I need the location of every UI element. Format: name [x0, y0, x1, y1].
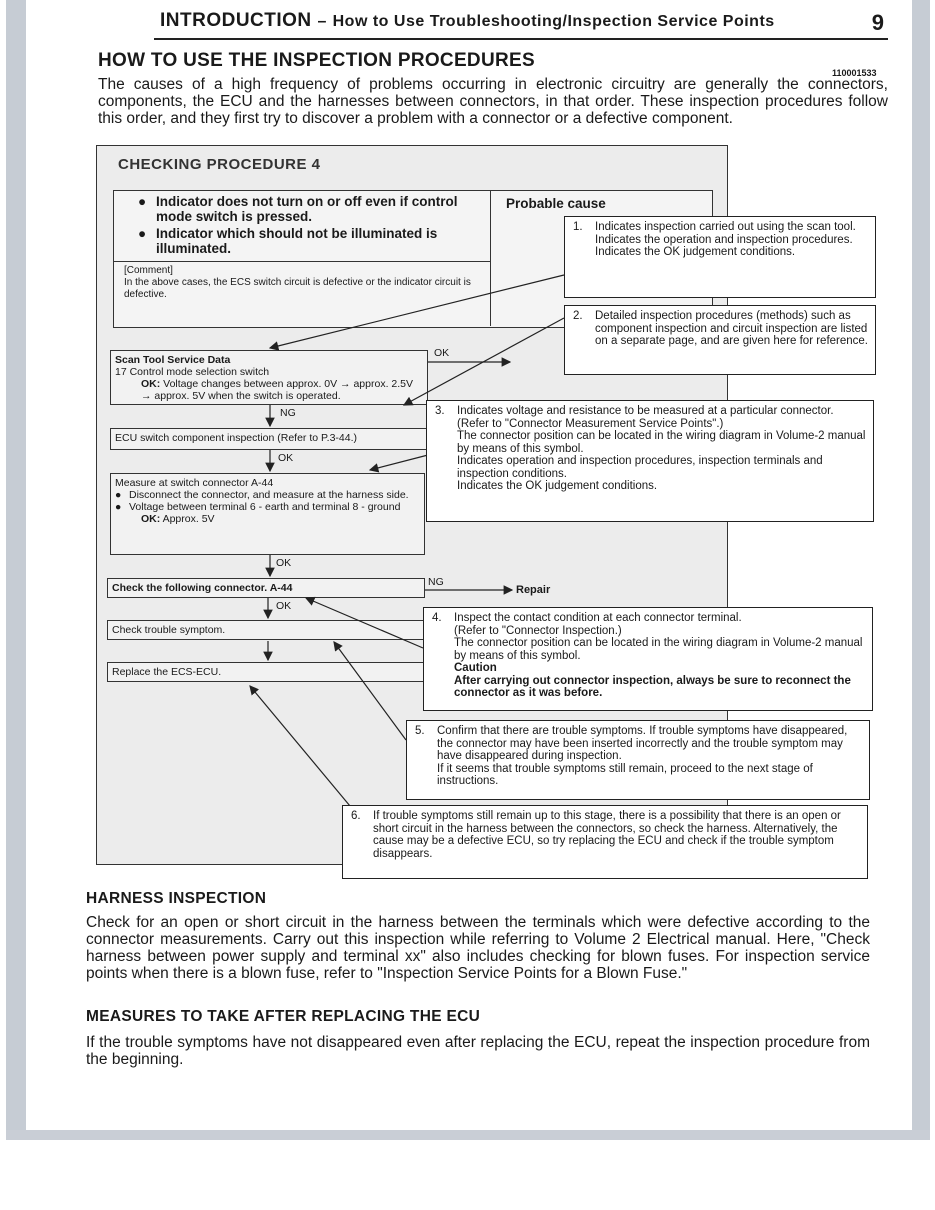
bullet-icon: ●: [138, 194, 147, 209]
callout-number: 4.: [432, 612, 442, 624]
leader-line-4: [306, 598, 423, 648]
figure-title: CHECKING PROCEDURE 4: [118, 156, 321, 173]
callout-line: Confirm that there are trouble symptoms. If trouble symptoms have disappeared, the connector may have been inserted incorrectly and the trouble symptom may have disappeared during inspection.: [437, 725, 848, 762]
callout-5: [406, 720, 870, 800]
callout-line: (Refer to "Connector Inspection.): [454, 624, 622, 637]
intro-paragraph: The causes of a high frequency of problems occurring in electronic circuitry are generally the connectors, components, the ECU and the harnesses between connectors, in that order. These inspection procedures follow this order, and they first try to discover a problem with a connector or a defective component.: [98, 76, 888, 127]
leader-line-6: [250, 686, 350, 806]
callout-line: If trouble symptoms still remain up to this stage, there is a possibility that there is an open or short circuit in the harness between the connectors, so check the harness. Alternatively, the cause may be a defective ECU, so try replacing the ECU and check if the trouble symptom disappears.: [373, 810, 841, 860]
measure-text: Disconnect the connector, and measure at the harness side.: [129, 489, 409, 501]
flow-ng-label: NG: [428, 576, 444, 588]
callout-line: The connector position can be located in the wiring diagram in Volume-2 manual by means of this symbol.: [457, 430, 866, 455]
flow-ok-label: OK: [276, 557, 292, 569]
callout-line: Indicates the operation and inspection procedures.: [595, 233, 853, 246]
leader-line-1: [270, 275, 564, 348]
callout-line: Indicates operation and inspection procedures, inspection terminals and inspection conditions.: [457, 455, 823, 480]
callout-line: Indicates the OK judgement conditions.: [595, 246, 796, 258]
callout-line: Indicates inspection carried out using the scan tool.: [595, 221, 856, 233]
page-title: HOW TO USE THE INSPECTION PROCEDURES: [98, 50, 535, 71]
callout-line: Indicates the OK judgement conditions.: [457, 480, 658, 492]
measure-text: Voltage between terminal 6 - earth and terminal 8 - ground: [129, 501, 401, 513]
bullet-icon: ●: [138, 226, 147, 241]
replace-ecu-box: Replace the ECS-ECU.: [107, 662, 425, 682]
repair-label: Repair: [516, 584, 551, 596]
measure-ok-text: Approx. 5V: [162, 513, 215, 525]
header-separator: –: [317, 13, 327, 30]
harness-heading: HARNESS INSPECTION: [86, 890, 267, 907]
harness-paragraph: Check for an open or short circuit in the harness between the terminals which were defective according to the connector measurements. Carry out this inspection while referring to Volume 2 Electrical manual. Here, "Check harness between power supply and terminal xx" also includes checking for blown fuses. For inspection service points when there is a blown fuse, refer to "Inspection Service Points for a Blown Fuse.": [86, 914, 870, 982]
callout-6: [342, 805, 868, 879]
caution-label: Caution: [454, 662, 497, 674]
symptom-text: Indicator which should not be illuminated is illuminated.: [156, 226, 438, 256]
flow-ok-label: OK: [434, 347, 450, 359]
callout-line: Detailed inspection procedures (methods) such as component inspection and circuit inspection are listed on a separate page, and are given here for reference.: [595, 310, 868, 347]
callout-1: [564, 216, 876, 298]
ok-label: OK:: [141, 378, 161, 390]
check-symptom-box: Check trouble symptom.: [107, 620, 425, 640]
bullet-icon: ●: [115, 489, 122, 501]
callout-3: [426, 400, 874, 522]
comment-label: [Comment]: [124, 265, 173, 276]
header-subtitle: How to Use Troubleshooting/Inspection Service Points: [332, 13, 775, 30]
measures-paragraph: If the trouble symptoms have not disappeared even after replacing the ECU, repeat the inspection procedure from the beginning.: [86, 1034, 870, 1068]
callout-line: If it seems that trouble symptoms still remain, proceed to the next stage of instructions.: [437, 762, 813, 787]
flow-ok-label: OK: [276, 600, 292, 612]
callout-number: 5.: [415, 725, 425, 737]
flow-ok-label: OK: [278, 452, 294, 464]
callout-line: The connector position can be located in the wiring diagram in Volume-2 manual by means of this symbol.: [454, 637, 863, 662]
leader-line-3: [370, 455, 428, 470]
check-connector-box: Check the following connector. A-44: [107, 578, 425, 598]
probable-cause-heading: Probable cause: [506, 196, 606, 211]
callout-4: [423, 607, 873, 711]
page-number: 9: [871, 10, 884, 35]
measures-heading: MEASURES TO TAKE AFTER REPLACING THE ECU: [86, 1008, 481, 1025]
callout-line: Indicates voltage and resistance to be measured at a particular connector.: [457, 405, 834, 417]
scan-tool-item: 17 Control mode selection switch: [115, 366, 270, 378]
callout-number: 6.: [351, 810, 361, 822]
ecu-switch-inspection-box: ECU switch component inspection (Refer to P.3-44.): [110, 428, 428, 450]
header-section: INTRODUCTION: [160, 10, 312, 31]
document-number: 110001533: [832, 68, 877, 78]
scan-tool-ok-text: Voltage changes between approx. 0V → approx. 2.5V → approx. 5V when the switch is operated.: [141, 378, 414, 402]
callout-number: 2.: [573, 310, 583, 322]
bullet-icon: ●: [115, 501, 122, 513]
callout-number: 3.: [435, 405, 445, 417]
callout-2: [564, 305, 876, 375]
scan-tool-title: Scan Tool Service Data: [115, 354, 231, 366]
caution-text: After carrying out connector inspection, always be sure to reconnect the connector as it was before.: [454, 674, 851, 699]
comment-text: In the above cases, the ECS switch circuit is defective or the indicator circuit is defective.: [124, 277, 471, 300]
flow-ng-label: NG: [280, 407, 296, 419]
ok-label: OK:: [141, 513, 161, 525]
leader-line-5: [334, 642, 406, 740]
measure-title: Measure at switch connector A-44: [115, 477, 274, 489]
callout-line: Inspect the contact condition at each connector terminal.: [454, 612, 742, 624]
callout-number: 1.: [573, 221, 583, 233]
callout-line: (Refer to "Connector Measurement Service Points".): [457, 417, 724, 430]
symptom-text: Indicator does not turn on or off even if control mode switch is pressed.: [156, 194, 458, 224]
